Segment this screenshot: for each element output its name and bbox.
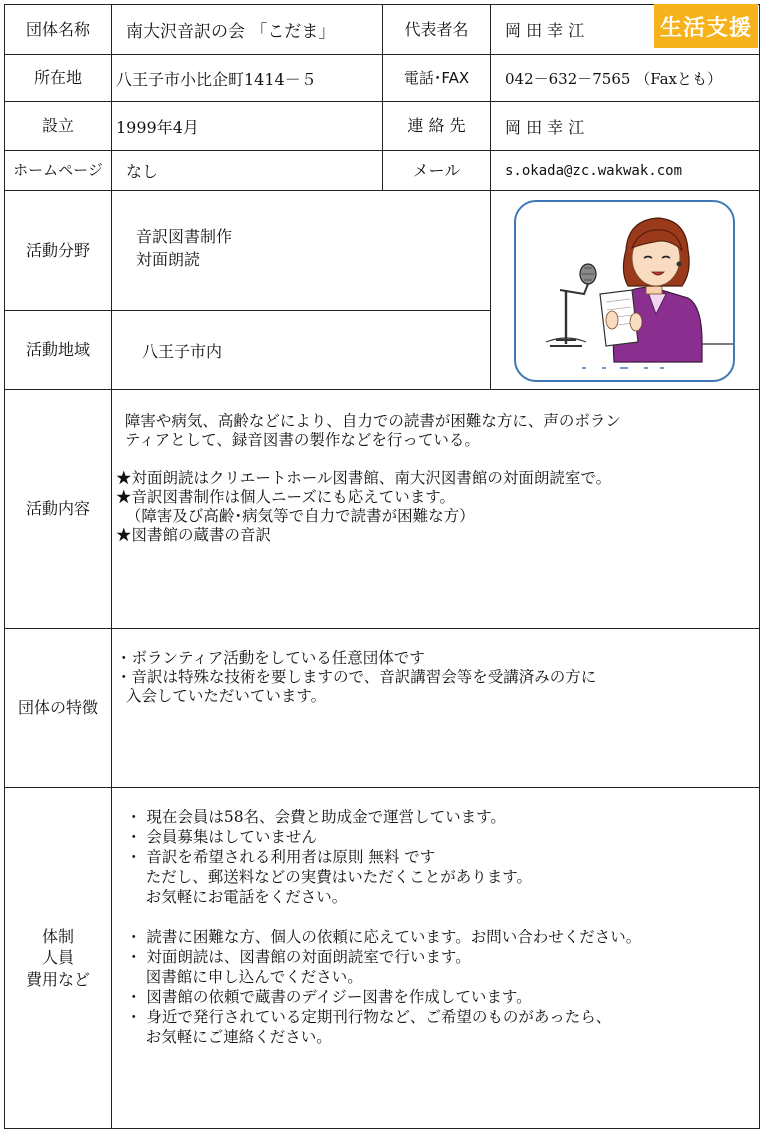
phone-label: 電話･FAX — [382, 54, 491, 102]
activity-area-label: 活動地域 — [4, 310, 112, 390]
system-line: お気軽にご連絡ください。 — [126, 1028, 332, 1046]
features-value — [111, 628, 760, 788]
activity-field-value — [111, 190, 491, 311]
activity-line: （障害及び高齢･病気等で自力で読書が困難な方） — [116, 507, 475, 525]
address-label: 所在地 — [4, 54, 112, 102]
feature-line: ・ボランティア活動をしている任意団体です — [116, 649, 425, 667]
contact-label: 連 絡 先 — [382, 101, 491, 151]
feature-line: 入会していただいています。 — [116, 687, 327, 705]
email-label: メール — [382, 150, 491, 191]
rep-name-label: 代表者名 — [382, 4, 491, 55]
activity-line: ★対面朗読はクリエートホール図書館、南大沢図書館の対面朗読室で。 — [116, 469, 612, 487]
system-line: ・ 読書に困難な方、個人の依頼に応えています。お問い合わせください。 — [126, 928, 642, 946]
founded-value: 1999年4月 — [111, 101, 383, 151]
homepage-label: ホームページ — [4, 150, 112, 191]
system-line: ・ 図書館の依頼で蔵書のデイジー図書を作成しています。 — [126, 988, 532, 1006]
org-name-value: 南大沢音訳の会 「こだま」 — [111, 4, 383, 55]
woman-reading-into-microphone-icon — [514, 200, 735, 382]
activity-content-label: 活動内容 — [4, 389, 112, 629]
system-label-line: 体制 — [41, 926, 74, 946]
homepage-value: なし — [111, 150, 383, 191]
system-label-line: 人員 — [41, 948, 74, 968]
system-line: ・ 身近で発行されている定期刊行物など、ご希望のものがあったら、 — [126, 1008, 612, 1026]
category-badge: 生活支援 — [654, 4, 758, 48]
system-line: ・ 現在会員は58名、会費と助成金で運営しています。 — [126, 808, 506, 826]
feature-line: ・音訳は特殊な技術を要しますので、音訳講習会等を受講済みの方に — [116, 668, 597, 686]
system-line: ・ 音訳を希望される利用者は原則 無料 です — [126, 848, 436, 866]
activity-content-value — [111, 389, 760, 629]
system-line: ・ 対面朗読は、図書館の対面朗読室で行います。 — [126, 948, 471, 966]
rep-name-value: 岡 田 幸 江 — [490, 4, 760, 55]
system-line: 図書館に申し込んでください。 — [126, 968, 363, 986]
phone-value: 042－632－7565 （Faxとも） — [490, 54, 760, 102]
founded-label: 設立 — [4, 101, 112, 151]
activity-field-line: 音訳図書制作 — [136, 227, 233, 246]
email-link[interactable]: s.okada@zc.wakwak.com — [490, 150, 760, 191]
activity-line: ★音訳図書制作は個人ニーズにも応えています。 — [116, 488, 455, 506]
features-label: 団体の特徴 — [4, 628, 112, 788]
system-label — [4, 787, 112, 1129]
org-name-label: 団体名称 — [4, 4, 112, 55]
contact-value: 岡 田 幸 江 — [490, 101, 760, 151]
activity-line: 障害や病気、高齢などにより、自力での読書が困難な方に、声のボラン — [120, 412, 621, 430]
activity-field-label: 活動分野 — [4, 190, 112, 311]
activity-field-line: 対面朗読 — [136, 250, 201, 269]
system-line: ただし、郵送料などの実費はいただくことがあります。 — [126, 868, 532, 886]
activity-area-value: 八王子市内 — [111, 310, 491, 390]
system-line: ・ 会員募集はしていません — [126, 828, 317, 846]
system-value — [111, 787, 760, 1129]
system-line: お気軽にお電話をください。 — [126, 888, 348, 906]
activity-line: ティアとして、録音図書の製作などを行っている。 — [120, 431, 480, 449]
address-value: 八王子市小比企町1414－５ — [111, 54, 383, 102]
system-label-line: 費用など — [25, 969, 90, 989]
activity-line: ★図書館の蔵書の音訳 — [116, 526, 272, 544]
